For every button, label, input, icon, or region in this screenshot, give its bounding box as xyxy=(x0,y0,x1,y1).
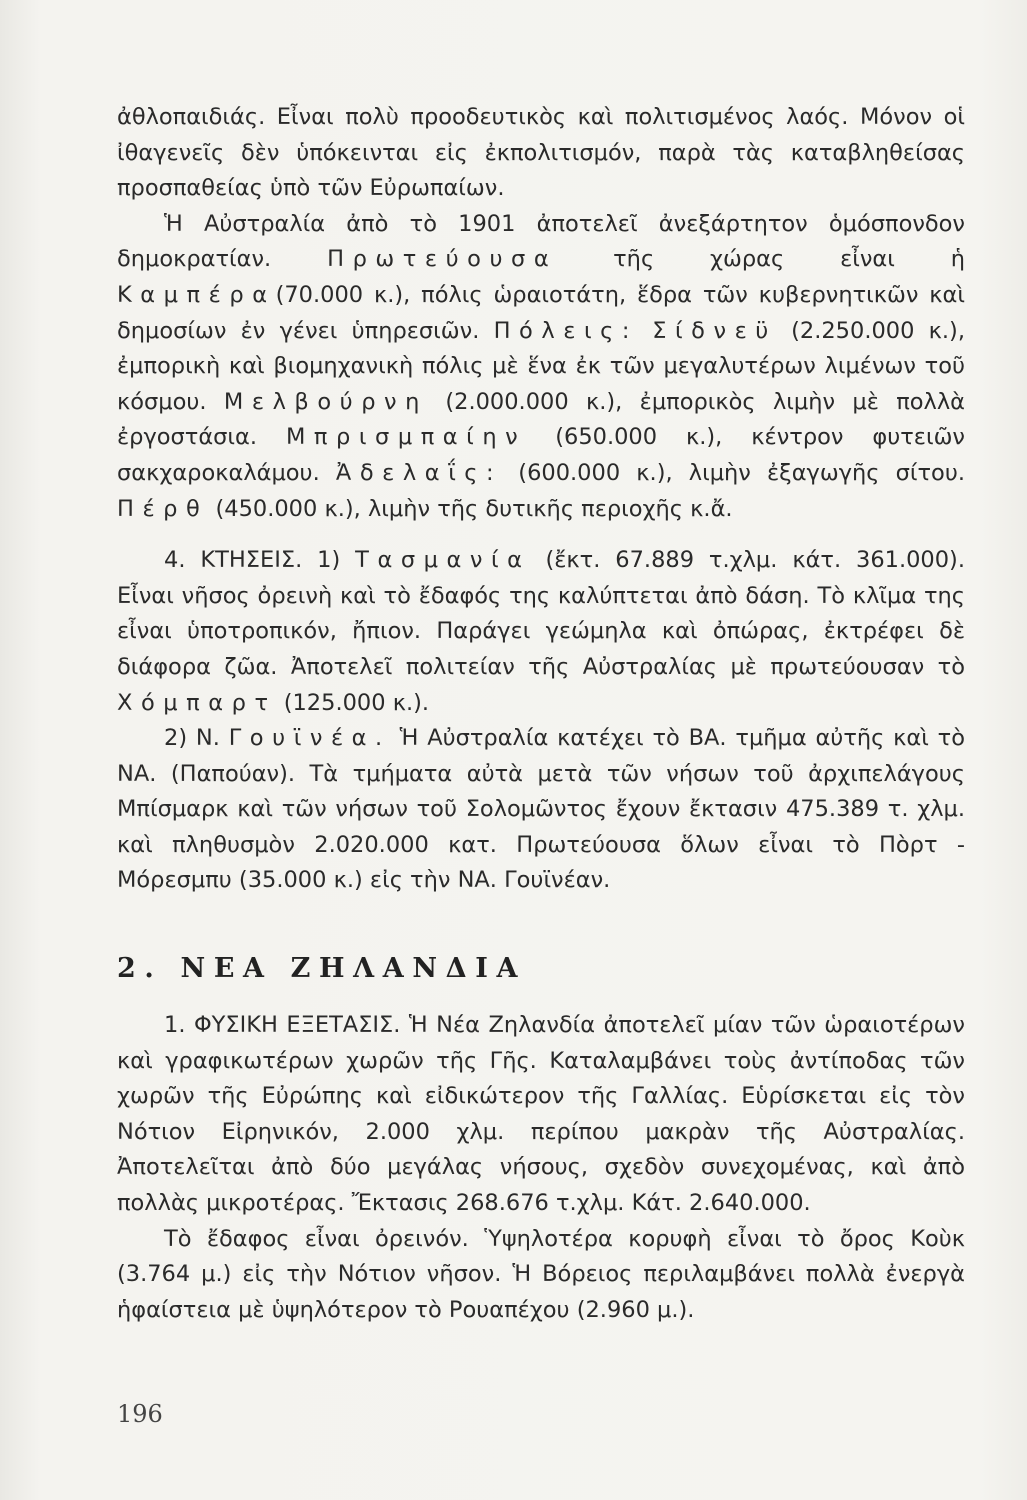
spaced-term: Χόμπαρτ xyxy=(117,689,277,716)
spaced-term: Μπρισμπαίην xyxy=(285,424,527,451)
body-text-upper xyxy=(117,100,965,899)
paragraph-text: (2.250.000 κ.), ἐμπορικὴ καὶ βιομηχανικὴ πόλις μὲ ἕνα ἐκ τῶν μεγαλυτέρων λιμένων τοῦ κόσμου. xyxy=(117,317,965,415)
spaced-term: Πόλεις: xyxy=(493,317,638,344)
paragraph-text: Ἡ Αὐστραλία ἀπὸ τὸ 1901 ἀποτελεῖ ἀνεξάρτητον ὁμόσπονδον δημοκρατίαν. xyxy=(117,210,965,273)
paragraph xyxy=(117,207,965,527)
paragraph-text: (650.000 κ.), κέντρον φυτειῶν σακχαροκαλάμου. xyxy=(117,424,965,486)
spaced-term: Τασμανία xyxy=(355,547,531,574)
paragraph xyxy=(117,543,965,721)
paragraph-text: (600.000 κ.), λιμὴν ἐξαγωγῆς σίτου. xyxy=(502,459,965,486)
spaced-term: Ἀδελαΐς: xyxy=(335,459,503,486)
spaced-term: Σίδνεϋ xyxy=(652,317,777,344)
paragraph: Τὸ ἔδαφος εἶναι ὀρεινόν. Ὑψηλοτέρα κορυφὴ εἶναι τὸ ὄρος Κοὺκ (3.764 μ.) εἰς τὴν Νότιον νῆσον. Ἡ Βόρειος περιλαμβάνει πολλὰ ἐνεργὰ ἡφαίστεια μὲ ὑψηλότερον τὸ Ρουαπέχου (2.960 μ.). xyxy=(117,1225,965,1323)
paragraph-text: (125.000 κ.). xyxy=(276,689,430,716)
paragraph xyxy=(117,100,965,207)
body-text-lower xyxy=(117,1008,965,1328)
paragraph-text: (70.000 κ.), πόλις ὡραιοτάτη, ἕδρα τῶν κυβερνητικῶν καὶ δημοσίων ἐν γένει ὑπηρεσιῶν. xyxy=(117,281,965,344)
paragraph-text: Ἡ Αὐστραλία κατέχει τὸ ΒΑ. τμῆμα αὐτῆς καὶ τὸ ΝΑ. (Παπούαν). Τὰ τμήματα αὐτὰ μετὰ τῶν νήσων τοῦ ἀρχιπελάγους Μπίσμαρκ καὶ τῶν νήσων τοῦ Σολομῶντος ἔχουν ἔκτασιν 475.389 τ. χλμ. καὶ πληθυσμὸν 2.020.000 κατ. Πρωτεύουσα ὅλων εἶναι τὸ Πὸρτ - Μόρεσμπυ (35.000 κ.) εἰς τὴν ΝΑ. Γουϊνέαν. xyxy=(117,725,965,894)
paragraph-text: (450.000 κ.), λιμὴν τῆς δυτικῆς περιοχῆς κ.ἄ. xyxy=(208,495,733,522)
section-heading: 2. ΝΕΑ ΖΗΛΑΝΔΙΑ xyxy=(117,953,527,984)
space xyxy=(638,318,652,344)
paragraph-text: (ἔκτ. 67.889 τ.χλμ. κάτ. 361.000). Εἶναι νῆσος ὀρεινὴ καὶ τὸ ἔδαφός της καλύπτεται ἀπὸ δάση. Τὸ κλῖμα της εἶναι ὑποτροπικόν, ἤπιον. Παράγει γεώμηλα καὶ ὀπώρας, ἐκτρέφει δὲ διάφορα ζῶα. Ἀποτελεῖ πολιτείαν τῆς Αὐστραλίας μὲ πρωτεύουσαν τὸ xyxy=(117,547,965,680)
paragraph-text: 4. ΚΤΗΣΕΙΣ. 1) xyxy=(164,547,356,574)
paragraph-text: ἀθλοπαιδιάς. Εἶναι πολὺ προοδευτικὸς καὶ πολιτισμένος λαός. Μόνον οἱ ἰθαγενεῖς δὲν ὑπόκεινται εἰς ἐκπολιτισμόν, παρὰ τὰς καταβληθείσας προσπαθείας ὑπὸ τῶν Εὐρωπαίων. xyxy=(117,104,965,202)
paragraph-text: 2) Ν. xyxy=(164,725,229,752)
paragraph: 1. ΦΥΣΙΚΗ ΕΞΕΤΑΣΙΣ. Ἡ Νέα Ζηλανδία ἀποτελεῖ μίαν τῶν ὡραιοτέρων καὶ γραφικωτέρων χωρῶν τῆς Γῆς. Καταλαμβάνει τοὺς ἀντίποδας τῶν χωρῶν τῆς Εὐρώπης καὶ εἰδικώτερον τῆς Γαλλίας. Εὑρίσκεται εἰς τὸν Νότιον Εἰρηνικόν, 2.000 χλμ. περίπου μακρὰν τῆς Αὐστραλίας. Ἀποτελεῖται ἀπὸ δύο μεγάλας νήσους, σχεδὸν συνεχομένας, καὶ ἀπὸ πολλὰς μικροτέρας. Ἔκτασις 268.676 τ.χλμ. Κάτ. 2.640.000. xyxy=(117,1012,965,1216)
spaced-term: Καμπέρα xyxy=(117,281,276,308)
paragraph xyxy=(117,721,965,899)
spaced-term: Γουϊνέα. xyxy=(228,725,391,752)
spaced-term: Μελβούρνη xyxy=(223,388,428,415)
spaced-term: Πρωτεύουσα xyxy=(327,246,558,273)
paragraph-text: (2.000.000 κ.), ἐμπορικὸς λιμὴν μὲ πολλὰ ἐργοστάσια. xyxy=(117,388,965,451)
paragraph-text: τῆς χώρας εἶναι ἡ xyxy=(557,246,966,273)
page-number: 196 xyxy=(117,1400,163,1428)
spaced-term: Πέρθ xyxy=(117,495,209,522)
